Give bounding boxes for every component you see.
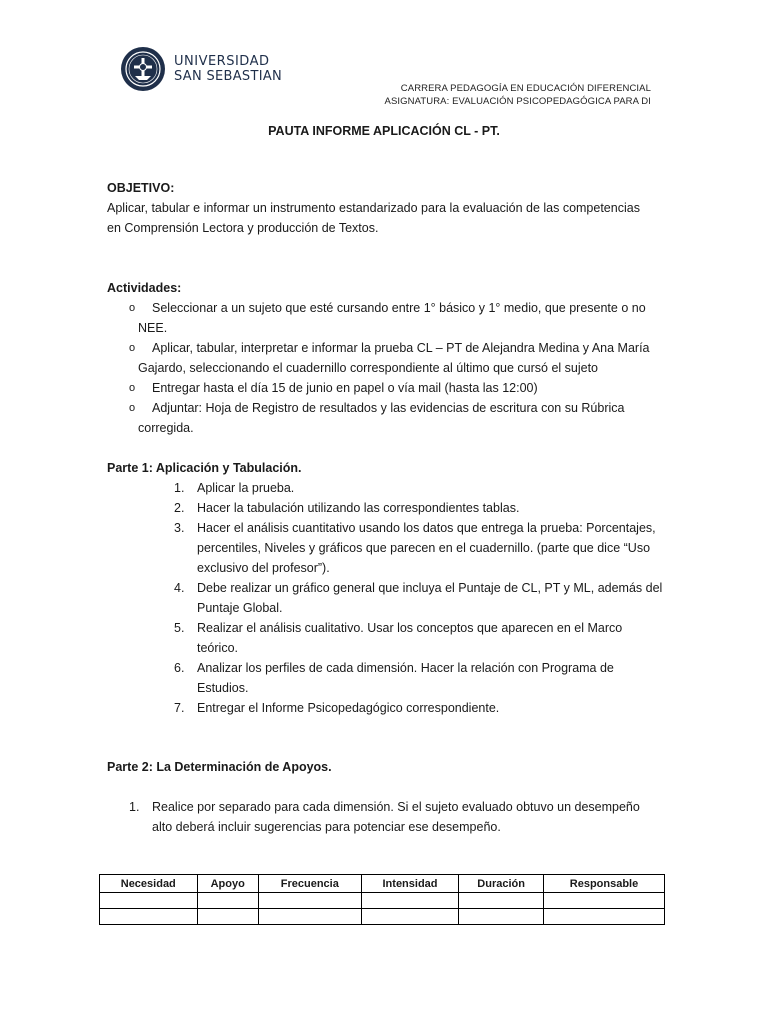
table-cell bbox=[258, 909, 361, 925]
objective-section bbox=[107, 178, 667, 238]
table-cell bbox=[459, 909, 544, 925]
logo-name-label: SAN SEBASTIAN bbox=[174, 69, 283, 84]
part1-section bbox=[107, 458, 677, 718]
objective-line-1: Aplicar, tabular e informar un instrumento estandarizado para la evaluación de las competencias bbox=[107, 201, 640, 215]
column-header-duracion: Duración bbox=[459, 875, 544, 893]
part1-list bbox=[107, 478, 677, 718]
support-table bbox=[99, 874, 665, 925]
table-header-row bbox=[100, 875, 665, 893]
column-header-frecuencia: Frecuencia bbox=[258, 875, 361, 893]
column-header-necesidad: Necesidad bbox=[100, 875, 198, 893]
list-item: 1. Realice por separado para cada dimensión. Si el sujeto evaluado obtuvo un desempeño alto deberá incluir sugerencias para potenciar ese desempeño. bbox=[129, 800, 640, 834]
list-item: 7. Entregar el Informe Psicopedagógico correspondiente. bbox=[174, 701, 500, 715]
part1-heading: Parte 1: Aplicación y Tabulación. bbox=[107, 461, 302, 475]
list-item: 4. Debe realizar un gráfico general que incluya el Puntaje de CL, PT y ML, además del Puntaje Global. bbox=[174, 581, 663, 615]
career-label: CARRERA PEDAGOGÍA EN EDUCACIÓN DIFERENCIAL bbox=[400, 83, 651, 94]
activities-section bbox=[107, 278, 667, 438]
list-item: 1. Aplicar la prueba. bbox=[174, 481, 295, 495]
list-item: o Entregar hasta el día 15 de junio en papel o vía mail (hasta las 12:00) bbox=[107, 378, 667, 398]
list-item: 6. Analizar los perfiles de cada dimensión. Hacer la relación con Programa de Estudios. bbox=[174, 661, 614, 695]
table-cell bbox=[100, 909, 198, 925]
table-row bbox=[100, 893, 665, 909]
table-cell bbox=[544, 909, 665, 925]
subject-label: ASIGNATURA: EVALUACIÓN PSICOPEDAGÓGICA PARA DI bbox=[384, 96, 651, 107]
document-header bbox=[385, 82, 651, 108]
list-item: o Seleccionar a un sujeto que esté cursando entre 1° básico y 1° medio, que presente o no NEE. bbox=[107, 298, 667, 338]
objective-line-2: en Comprensión Lectora y producción de Textos. bbox=[107, 221, 379, 235]
column-header-responsable: Responsable bbox=[544, 875, 665, 893]
table-cell bbox=[197, 909, 258, 925]
table-cell bbox=[459, 893, 544, 909]
table-cell bbox=[197, 893, 258, 909]
part2-list bbox=[107, 797, 667, 837]
table-cell bbox=[361, 893, 459, 909]
table-cell bbox=[544, 893, 665, 909]
column-header-intensidad: Intensidad bbox=[361, 875, 459, 893]
part2-heading: Parte 2: La Determinación de Apoyos. bbox=[107, 760, 332, 774]
list-item: o Adjuntar: Hoja de Registro de resultados y las evidencias de escritura con su Rúbrica corregida. bbox=[107, 398, 667, 438]
table-cell bbox=[100, 893, 198, 909]
list-item: 3. Hacer el análisis cuantitativo usando los datos que entrega la prueba: Porcentajes, percentiles, Niveles y gráficos que parecen en el cuadernillo. (parte que dice “Uso exclusivo del profesor”). bbox=[174, 521, 656, 575]
list-item: 5. Realizar el análisis cualitativo. Usar los conceptos que aparecen en el Marco teórico. bbox=[174, 621, 623, 655]
list-item: 2. Hacer la tabulación utilizando las correspondientes tablas. bbox=[174, 501, 520, 515]
table-cell bbox=[258, 893, 361, 909]
table-row bbox=[100, 909, 665, 925]
column-header-apoyo: Apoyo bbox=[197, 875, 258, 893]
objective-heading: OBJETIVO: bbox=[107, 181, 175, 195]
university-logo bbox=[120, 46, 282, 92]
part2-section bbox=[107, 757, 667, 777]
activities-list bbox=[107, 298, 667, 438]
table-cell bbox=[361, 909, 459, 925]
list-item: o Aplicar, tabular, interpretar e informar la prueba CL – PT de Alejandra Medina y Ana María Gajardo, seleccionando el cuadernillo correspondiente al último que cursó el sujeto bbox=[107, 338, 667, 378]
university-seal-icon bbox=[120, 46, 166, 92]
logo-university-label: UNIVERSIDAD bbox=[174, 54, 270, 69]
activities-heading: Actividades: bbox=[107, 281, 182, 295]
page-title: PAUTA INFORME APLICACIÓN CL - PT. bbox=[268, 124, 500, 138]
